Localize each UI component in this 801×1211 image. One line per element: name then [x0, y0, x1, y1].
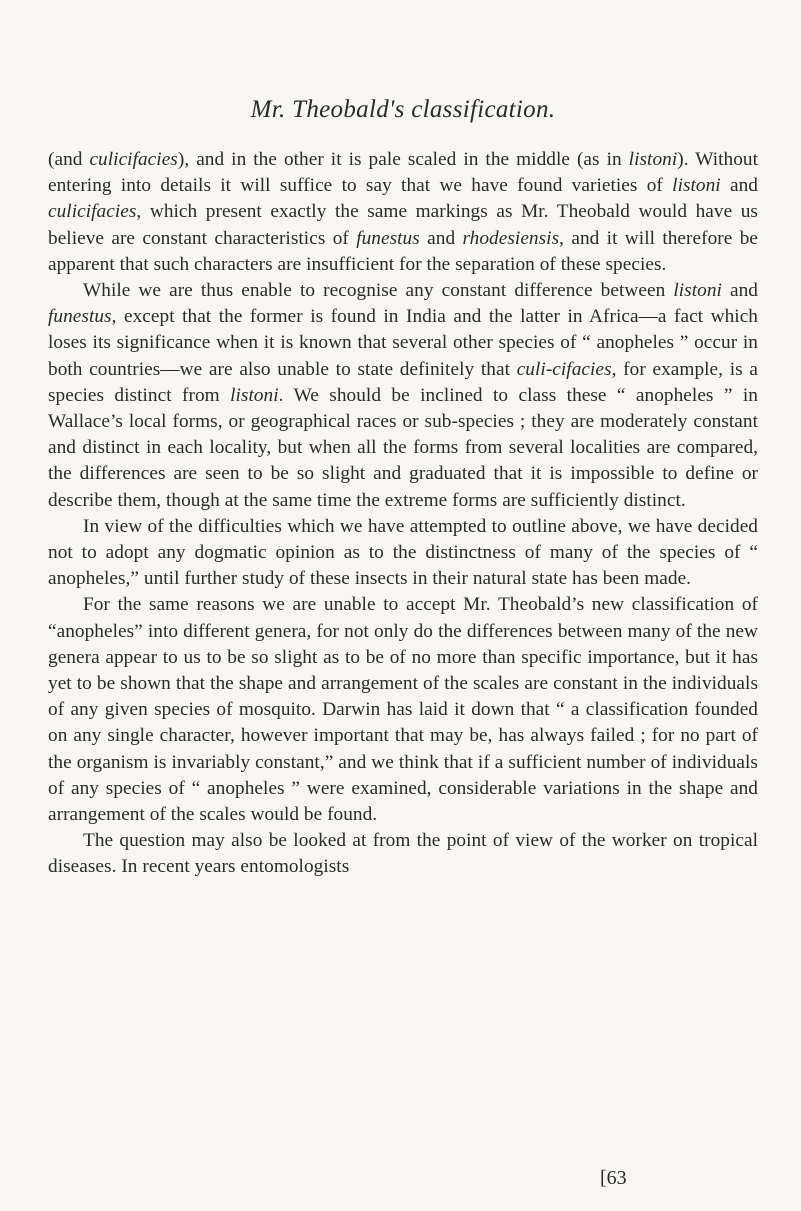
text-run: For the same reasons we are unable to accept Mr. Theobald’s new classification of “anopheles” into different genera, for not only do the differences between many of the new genera appear to us to be so slight as to be of no more than specific importance, but it has yet to be shown that the shape and arrangement of the scales are constant in the individuals of any given species of mosquito. Darwin has laid it down that “ a classification founded on any single character, however important that may be, has always failed ; for no part of the organism is invariably constant,” and we think that if a sufficient number of individuals of any species of “ anopheles ” were examined, considerable variations in the shape and arrangement of the scales would be found. [48, 594, 758, 826]
text-run: ). Without entering into details it will suffice to say that we have found varieties of [48, 149, 758, 197]
running-title: Mr. Theobald's classification. [250, 96, 556, 123]
italic-term: listoni [628, 149, 678, 170]
paragraph [48, 514, 758, 593]
paragraph [48, 592, 758, 828]
text-run: While we are thus enable to recognise any constant difference between [83, 280, 674, 302]
paragraph [48, 147, 758, 278]
italic-term: funestus [356, 227, 420, 249]
italic-term: listoni [230, 384, 279, 406]
text-run: In view of the difficulties which we have attempted to outline above, we have decided not to adopt any dogmatic opinion as to the distinctness of many of the species of “ anopheles,” until further study of these insects in their natural state has been made. [48, 515, 758, 590]
italic-term: culicifacies [48, 201, 137, 223]
text-run: and [720, 175, 758, 197]
text-run: , for example, is a species distinct from [48, 358, 759, 406]
italic-term: listoni [673, 280, 722, 302]
paragraph [48, 828, 758, 880]
text-run: , which present exactly the same markings as Mr. Theobald would have us believe are constant characteristics of [48, 201, 758, 249]
paragraph [48, 278, 758, 514]
text-run: The question may also be looked at from the point of view of the worker on tropical diseases. In recent years entomologists [48, 830, 758, 878]
text-run: . We should be inclined to class these “ anopheles ” in Wallace’s local forms, or geographical races or sub-species ; they are moderately constant and distinct in each locality, but when all the forms from several localities are compared, the differences are seen to be so slight and graduated that it is impossible to define or describe them, though at the same time the extreme forms are sufficiently distinct. [48, 384, 758, 511]
body-text [48, 147, 758, 881]
italic-term: funestus [48, 306, 112, 328]
italic-term: listoni [672, 175, 721, 197]
text-run: (and [48, 149, 90, 170]
text-run: and [721, 280, 758, 302]
text-run: , and it will therefore be apparent that such characters are insufficient for the separation of these species. [48, 227, 758, 275]
page [48, 95, 758, 881]
italic-term: rhodesiensis [462, 227, 560, 249]
text-run: , except that the former is found in India and the latter in Africa—a fact which loses its significance when it is known that several other species of “ anopheles ” occur in both countries—we are also unable to state definitely that [48, 306, 758, 380]
italic-term: culicifacies [89, 149, 178, 170]
text-run: ), and in the other it is pale scaled in the middle (as in [177, 149, 629, 170]
text-run: and [419, 227, 463, 249]
italic-term: culi-cifacies [516, 358, 612, 380]
page-number: [63 [600, 1167, 627, 1189]
